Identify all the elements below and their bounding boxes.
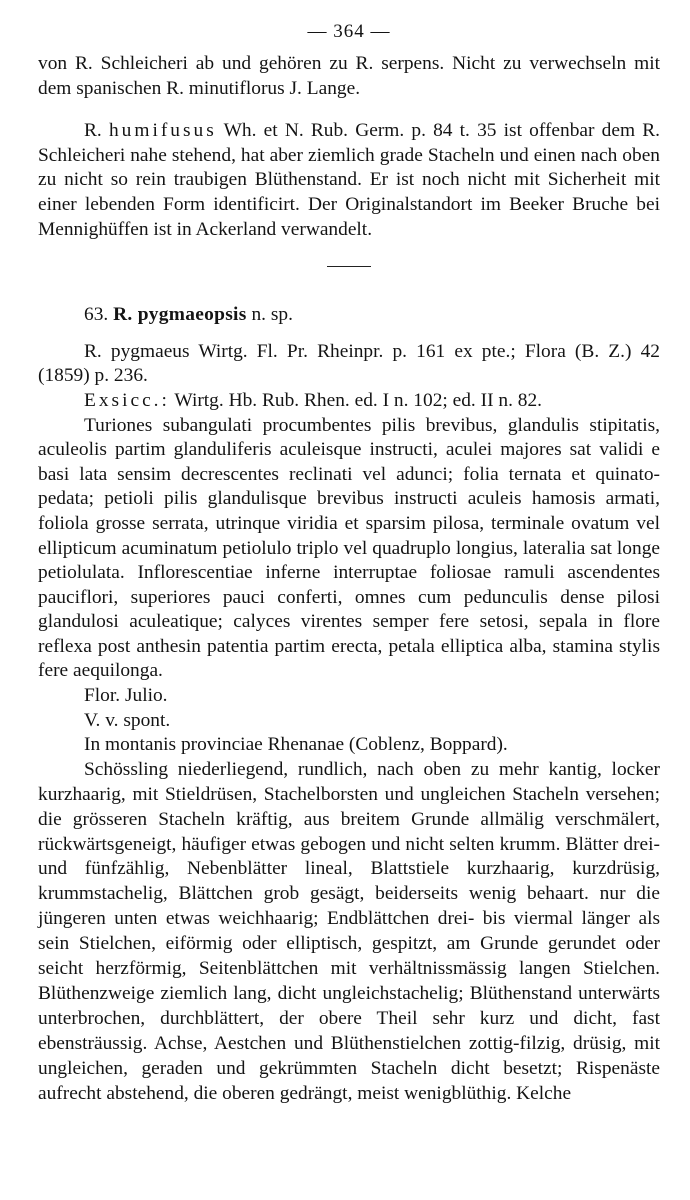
- exsiccata-text: Wirtg. Hb. Rub. Rhen. ed. I n. 102; ed. II n. 82.: [174, 389, 543, 411]
- locality: In montanis provinciae Rhenanae (Coblenz, Boppard).: [84, 734, 508, 756]
- exsiccata-label: Exsicc.:: [84, 389, 170, 411]
- intro-paragraph-2-text: Wh. et N. Rub. Germ. p. 84 t. 35 ist offenbar dem R. Schleicheri nahe stehend, hat aber ziemlich grade Stacheln und einen nach oben zu nicht so rein traubigen Blüthenstand. Er ist noch nicht mit Sicherheit mit einer lebenden Form identificirt. Der Originalstandort im Beeker Bruche bei Mennighüffen ist in Ackerland verwandelt.: [38, 120, 660, 240]
- genus-abbrev: R.: [84, 120, 102, 142]
- species-epithet-spaced: humifusus: [108, 120, 217, 142]
- section-divider: [327, 266, 371, 267]
- species-number: 63.: [84, 304, 109, 326]
- exsiccata-line: [38, 389, 660, 414]
- intro-paragraph-2: [38, 119, 660, 242]
- species-heading: [84, 303, 660, 328]
- german-description: Schössling niederliegend, rundlich, nach oben zu mehr kantig, locker kurzhaarig, mit Stieldrüsen, Stachelborsten und ungleichen Stacheln versehen; die grösseren Stacheln kräftig, aus breitem Grunde allmälig verschmälert, rückwärtsgeneigt, häufiger etwas gebogen und nicht selten krumm. Blätter drei- und fünfzählig, Nebenblätter lineal, Blattstiele kurzhaarig, kurzdrüsig, krummstachelig, Blättchen grob gesägt, beiderseits wenig behaart. nur die jüngeren unten etwas weichhaarig; Endblättchen drei- bis viermal länger als sein Stielchen, eiförmig oder elliptisch, gespitzt, am Grunde gerundet oder seicht herzförmig, Seitenblättchen mit verhältnissmässig langen Stielchen. Blüthenzweige ziemlich lang, dicht ungleichstachelig; Blüthenstand unterwärts unterbrochen, durchblättert, der obere Theil sehr kurz und dicht, fast ebensträussig. Achse, Aestchen und Blüthenstielchen zottig-filzig, drüsig, mit ungleichen, geraden und gekrümmten Stacheln dicht besetzt; Rispenäste aufrecht abstehend, die oberen gedrängt, meist wenigblüthig. Kelche: [38, 758, 660, 1104]
- vidi-vivam: V. v. spont.: [84, 709, 171, 731]
- latin-description: Turiones subangulati procumbentes pilis brevibus, glandulis stipitatis, aculeolis partim glanduliferis aculeisque instructi, aculei majores sat validi e basi lata sensim decrescentes reclinati vel adunci; folia ternata et quinato-pedata; petioli pilis glandulisque brevibus instructi aculeis hamosis armati, foliola grosse serrata, utrinque viridia et sparsim pilosa, terminale ovatum vel ellipticum acuminatum petiolulo triplo vel quadruplo longius, lateralia sat longe petiolulata. Inflorescentiae inferne interruptae foliosae ramuli ascendentes pauciflori, superiores pauci conferti, omnes cum pedunculis dense pilosi glandulosi aculeatique; calyces virentes semper fere setosi, sepala in flore reflexa post anthesin patentia partim erecta, petala elliptica alba, stamina stylis fere aequilonga.: [38, 414, 660, 682]
- intro-paragraph-1: von R. Schleicheri ab und gehören zu R. serpens. Nicht zu verwechseln mit dem spanischen R. minutiflorus J. Lange.: [38, 53, 660, 99]
- synonym-citation: R. pygmaeus Wirtg. Fl. Pr. Rheinpr. p. 161 ex pte.; Flora (B. Z.) 42 (1859) p. 236.: [38, 340, 660, 387]
- page-number: — 364 —: [307, 21, 391, 42]
- species-suffix: n. sp.: [251, 304, 293, 326]
- species-name: R. pygmaeopsis: [113, 304, 247, 326]
- flowering-time: Flor. Julio.: [84, 685, 168, 707]
